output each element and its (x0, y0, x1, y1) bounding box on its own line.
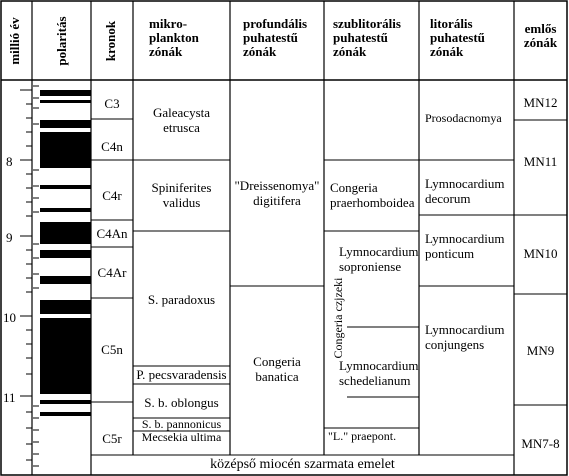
profundal-zone-dreissenomya (230, 178, 324, 208)
sublittoral-zone-czjzeki: Congeria czjzeki (331, 277, 345, 359)
age-ticks (20, 90, 32, 460)
profundal-zone-line: "Dreissenomya" (234, 178, 320, 193)
chron-boundaries (91, 119, 133, 402)
micro-zone-line: etrusca (163, 120, 200, 135)
header-profundal-line: puhatestű (243, 30, 298, 45)
sublittoral-zone-praepont: "L." praepont. (328, 429, 397, 443)
chron-label: C4An (96, 226, 128, 241)
sublittoral-zone-praerhomboidea (330, 180, 414, 210)
profundal-zone-line: digitifera (253, 193, 301, 208)
micro-zone-paradoxus: S. paradoxus (147, 292, 216, 307)
profundal-zone-line: banatica (255, 369, 299, 384)
header-polarity: polaritás (54, 16, 69, 66)
header-microplankton (149, 17, 199, 59)
mammal-zone-label: MN12 (523, 95, 558, 110)
micro-zone-galeacysta (133, 105, 230, 135)
header-micro-line: zónák (149, 44, 183, 59)
header-littoral-line: zónák (430, 44, 464, 59)
chron-label: C5r (102, 431, 122, 446)
micro-zone-line: Spiniferites (151, 180, 212, 195)
header-profundal-line: profundális (243, 16, 308, 31)
littoral-zone-line: Lymnocardium (425, 322, 505, 337)
header-sublittoral-line: zónák (333, 44, 367, 59)
chron-label: C4n (101, 139, 123, 154)
age-tick-label: 8 (6, 154, 13, 169)
sublittoral-zone-line: Lymnocardium (339, 244, 419, 259)
littoral-zone-line: ponticum (425, 246, 475, 261)
littoral-zone-prosodacnomya: Prosodacnomya (425, 111, 502, 125)
mammal-zone-label: MN11 (523, 154, 558, 169)
micro-zone-mecsekia: Mecsekia ultima (141, 430, 222, 444)
micro-zone-pecsvaradensis: P. pecsvaradensis (136, 367, 227, 382)
header-mammal-line: zónák (523, 35, 558, 50)
header-mammal (514, 22, 567, 50)
bottom-stage-label: középső miocén szarmata emelet (210, 457, 395, 472)
sublittoral-zone-line: Lymnocardium (339, 358, 419, 373)
header-sublittoral (333, 17, 401, 59)
mammal-zone-label: MN7-8 (521, 436, 560, 451)
littoral-zone-line: conjungens (425, 337, 485, 352)
header-profundal-line: zónák (243, 44, 277, 59)
header-littoral (430, 17, 485, 59)
chron-label: C5n (101, 342, 123, 357)
littoral-zone-ponticum (425, 231, 504, 261)
header-mammal-line: emlős (524, 21, 557, 36)
age-tick-label: 11 (3, 390, 16, 405)
header-age: millió év (7, 17, 22, 65)
micro-zone-spiniferites (133, 180, 230, 210)
profundal-zone-banatica (230, 354, 324, 384)
sublittoral-zone-schedelianum (339, 358, 418, 388)
header-littoral-line: puhatestű (430, 30, 485, 45)
chron-label: C4Ar (97, 265, 127, 280)
littoral-zone-conjungens (425, 322, 504, 352)
header-micro-line: plankton (149, 30, 199, 45)
chron-label: C4r (102, 188, 122, 203)
profundal-zone-line: Congeria (253, 354, 301, 369)
littoral-zone-line: decorum (425, 191, 471, 206)
header-sublittoral-line: puhatestű (333, 30, 388, 45)
header-littoral-line: litorális (430, 16, 473, 31)
micro-zone-oblongus: S. b. oblongus (144, 395, 219, 410)
sublittoral-zone-line: Congeria (330, 180, 378, 195)
mammal-zone-label: MN10 (523, 246, 558, 261)
mammal-zone-label: MN9 (526, 343, 555, 358)
age-tick-label: 10 (3, 310, 16, 325)
header-sublittoral-line: szublitorális (333, 16, 401, 31)
polarity-normal-intervals (40, 90, 91, 416)
sublittoral-zone-line: schedelianum (339, 373, 411, 388)
littoral-zone-line: Lymnocardium (425, 231, 505, 246)
chron-label: C3 (104, 96, 120, 111)
micro-zone-line: Galeacysta (152, 105, 211, 120)
littoral-zone-decorum (425, 176, 504, 206)
header-profundal (243, 17, 307, 59)
littoral-zone-line: Lymnocardium (425, 176, 505, 191)
micro-zone-pannonicus: S. b. pannonicus (141, 417, 222, 431)
header-micro-line: mikro- (149, 16, 188, 31)
polarity-minor-ticks (33, 86, 39, 466)
sublittoral-zone-soproniense (339, 244, 418, 274)
sublittoral-zone-line: praerhomboidea (330, 195, 415, 210)
header-chrons: kronok (103, 20, 118, 62)
age-tick-label: 9 (6, 230, 13, 245)
micro-zone-line: validus (162, 195, 201, 210)
sublittoral-zone-line: soproniense (339, 259, 402, 274)
